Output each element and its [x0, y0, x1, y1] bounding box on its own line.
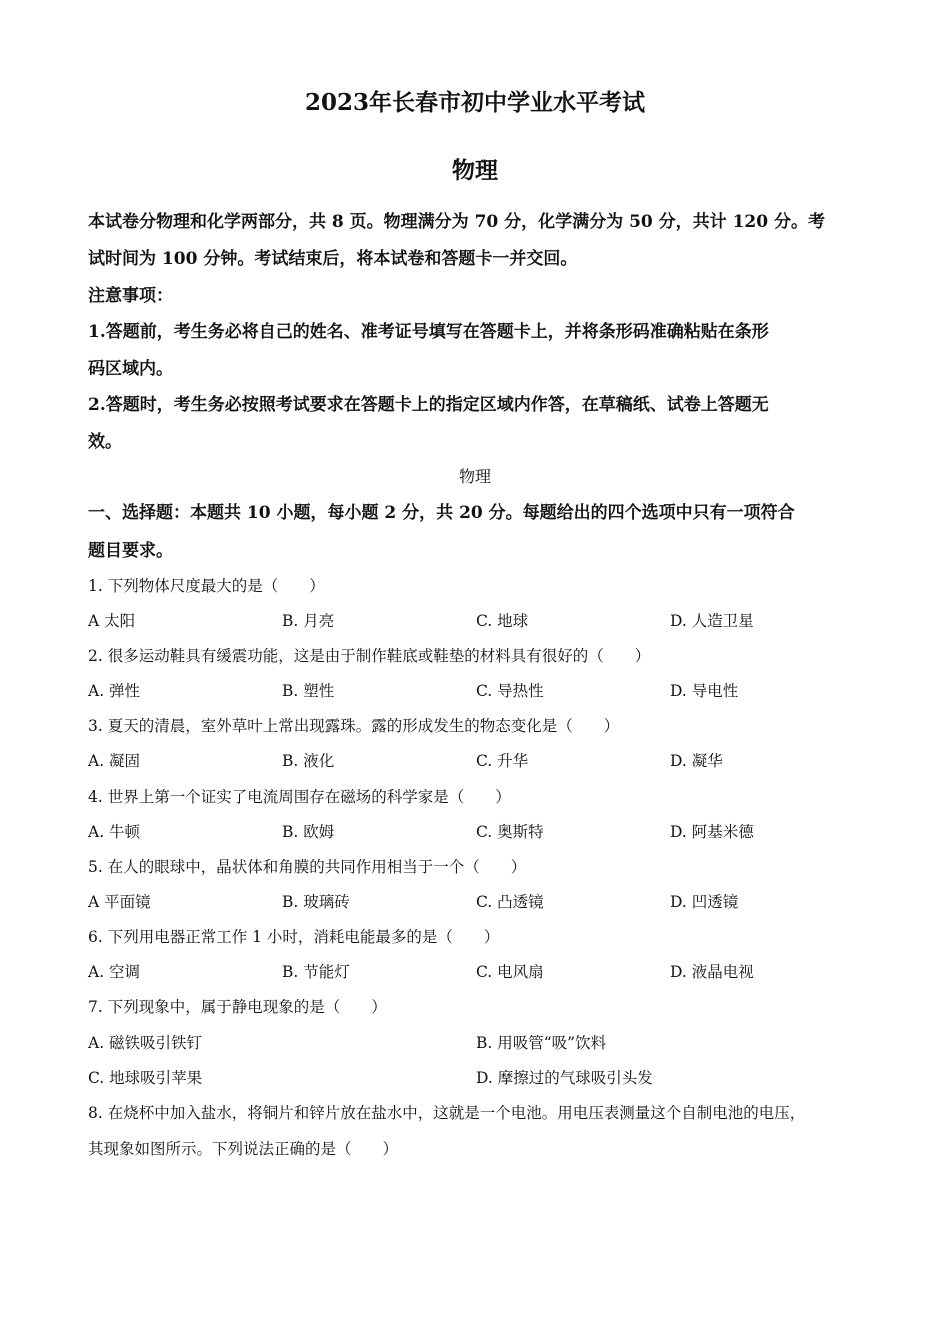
option-a[interactable]: A 太阳: [88, 612, 136, 630]
question-6-options: [88, 960, 868, 984]
exam-title: 2023年长春市初中学业水平考试: [304, 89, 645, 116]
question-7-options-row-2: [88, 1066, 868, 1090]
question-8-stem-line-2: 其现象如图所示。下列说法正确的是（ ）: [88, 1140, 399, 1158]
option-d[interactable]: D. 导电性: [670, 682, 739, 700]
option-a[interactable]: A. 凝固: [88, 752, 141, 770]
section-subject-label: 物理: [458, 467, 491, 486]
question-2-options: [88, 679, 868, 703]
option-d[interactable]: D. 凝华: [670, 752, 723, 770]
option-b[interactable]: B. 月亮: [282, 612, 335, 630]
option-d[interactable]: D. 凹透镜: [670, 893, 739, 911]
option-a[interactable]: A 平面镜: [88, 893, 151, 911]
question-5-stem: 5. 在人的眼球中，晶状体和角膜的共同作用相当于一个（ ）: [88, 858, 527, 876]
note-1-line-2: 码区域内。: [88, 359, 173, 379]
option-b[interactable]: B. 玻璃砖: [282, 893, 350, 911]
option-a[interactable]: A. 磁铁吸引铁钉: [88, 1034, 203, 1052]
option-d[interactable]: D. 阿基米德: [670, 823, 754, 841]
option-b[interactable]: B. 节能灯: [282, 963, 350, 981]
question-2-stem: 2. 很多运动鞋具有缓震功能，这是由于制作鞋底或鞋垫的材料具有很好的（ ）: [88, 647, 651, 665]
intro-line-2: 试时间为 100 分钟。考试结束后，将本试卷和答题卡一并交回。: [88, 249, 578, 269]
subject-title: 物理: [452, 157, 498, 184]
question-1-stem: 1. 下列物体尺度最大的是（ ）: [88, 577, 325, 595]
option-a[interactable]: A. 空调: [88, 963, 141, 981]
question-4-stem: 4. 世界上第一个证实了电流周围存在磁场的科学家是（ ）: [88, 788, 511, 806]
section-heading-line-1: 一、选择题：本题共 10 小题，每小题 2 分，共 20 分。每题给出的四个选项中只有一项符合: [88, 503, 795, 523]
option-d[interactable]: D. 人造卫星: [670, 612, 754, 630]
question-3-stem: 3. 夏天的清晨，室外草叶上常出现露珠。露的形成发生的物态变化是（ ）: [88, 717, 620, 735]
note-2-line-1: 2.答题时，考生务必按照考试要求在答题卡上的指定区域内作答，在草稿纸、试卷上答题无: [88, 395, 769, 415]
option-d[interactable]: D. 液晶电视: [670, 963, 754, 981]
note-2-line-2: 效。: [88, 432, 122, 452]
option-c[interactable]: C. 凸透镜: [476, 893, 544, 911]
intro-line-1: 本试卷分物理和化学两部分，共 8 页。物理满分为 70 分，化学满分为 50 分，共计 120 分。考: [88, 212, 825, 232]
question-6-stem: 6. 下列用电器正常工作 1 小时，消耗电能最多的是（ ）: [88, 928, 500, 946]
option-a[interactable]: A. 牛顿: [88, 823, 141, 841]
option-b[interactable]: B. 塑性: [282, 682, 335, 700]
option-b[interactable]: B. 用吸管“吸”饮料: [476, 1034, 607, 1052]
question-7-stem: 7. 下列现象中，属于静电现象的是（ ）: [88, 998, 387, 1016]
option-d[interactable]: D. 摩擦过的气球吸引头发: [476, 1069, 653, 1087]
question-4-options: [88, 820, 868, 844]
option-c[interactable]: C. 地球吸引苹果: [88, 1069, 203, 1087]
note-1-line-1: 1.答题前，考生务必将自己的姓名、准考证号填写在答题卡上，并将条形码准确粘贴在条形: [88, 322, 769, 342]
option-c[interactable]: C. 奥斯特: [476, 823, 544, 841]
option-b[interactable]: B. 欧姆: [282, 823, 335, 841]
option-a[interactable]: A. 弹性: [88, 682, 141, 700]
option-c[interactable]: C. 升华: [476, 752, 529, 770]
question-1-options: [88, 609, 868, 633]
option-c[interactable]: C. 导热性: [476, 682, 544, 700]
option-b[interactable]: B. 液化: [282, 752, 335, 770]
question-5-options: [88, 890, 868, 914]
option-c[interactable]: C. 电风扇: [476, 963, 544, 981]
notes-heading: 注意事项：: [88, 286, 173, 306]
section-heading-line-2: 题目要求。: [88, 541, 173, 561]
question-8-stem-line-1: 8. 在烧杯中加入盐水，将铜片和锌片放在盐水中，这就是一个电池。用电压表测量这个自制电池的电压，: [88, 1104, 806, 1122]
option-c[interactable]: C. 地球: [476, 612, 529, 630]
question-7-options-row-1: [88, 1031, 868, 1055]
question-3-options: [88, 749, 868, 773]
